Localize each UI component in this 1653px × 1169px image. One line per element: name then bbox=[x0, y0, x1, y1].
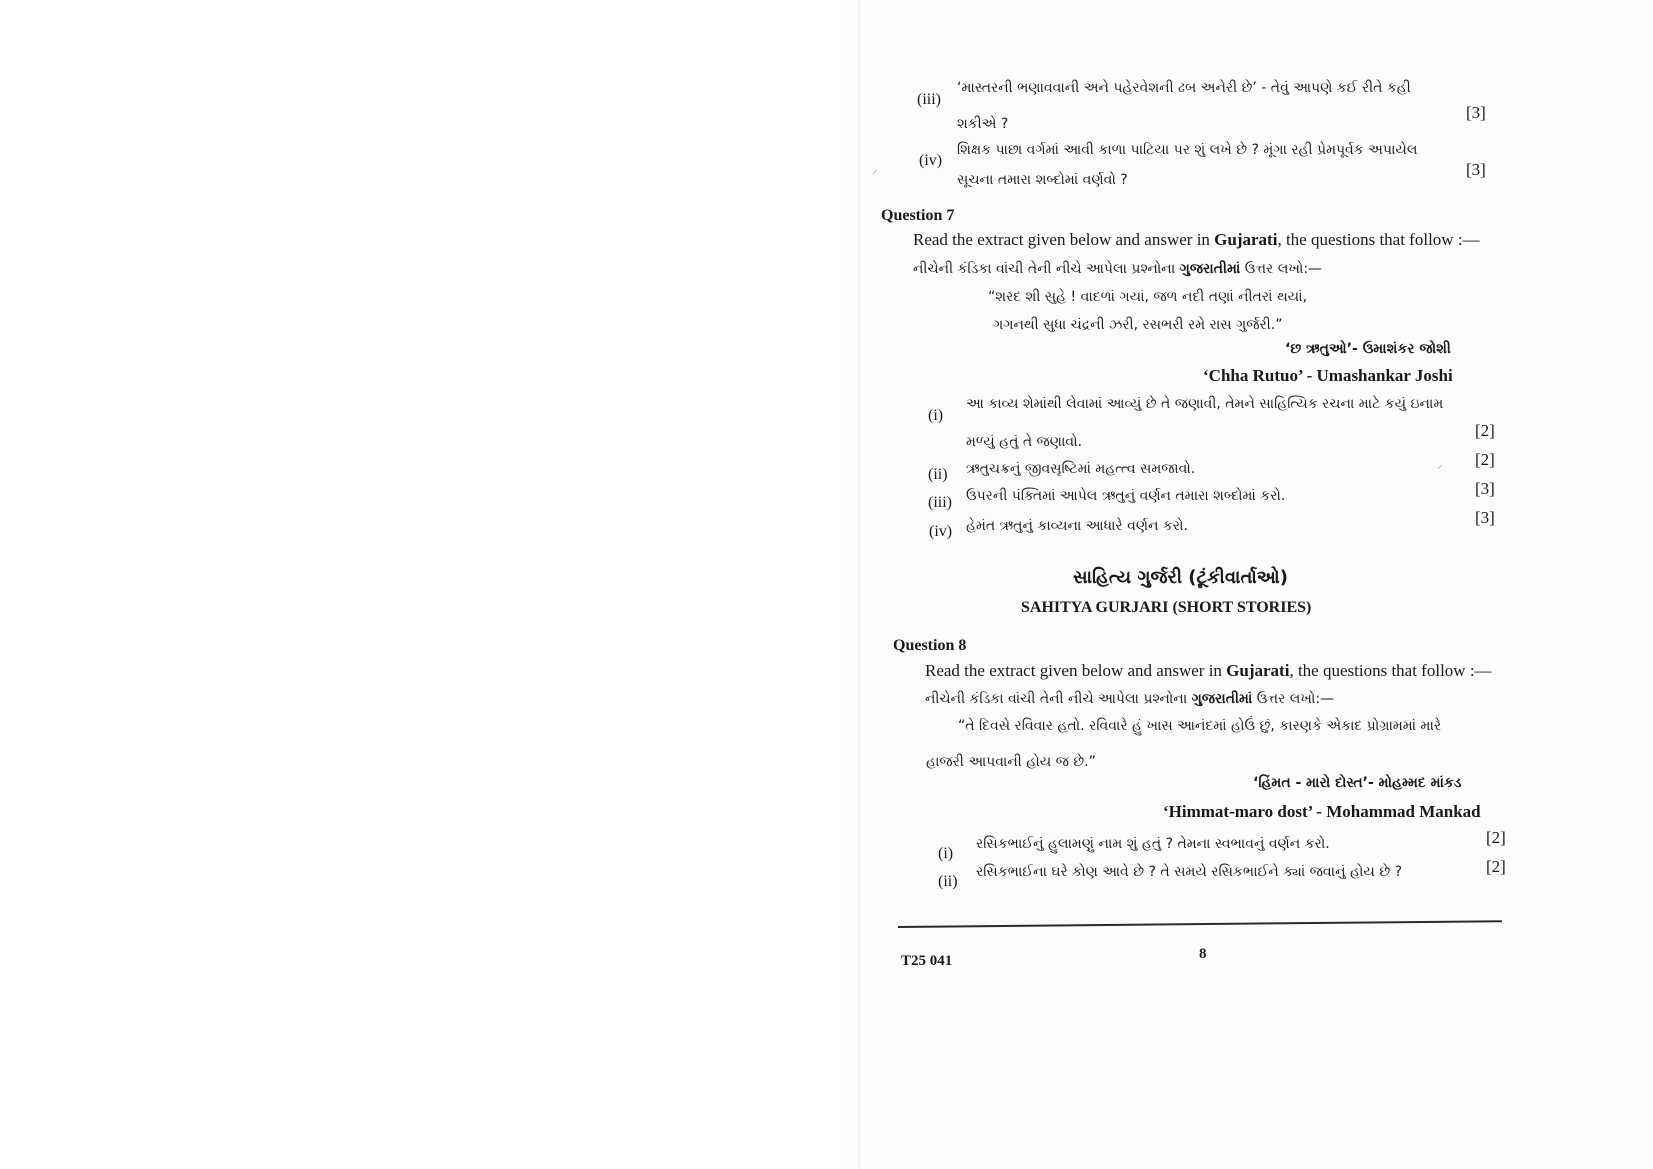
source-english: ‘Chha Rutuo’ - Umashankar Joshi bbox=[1203, 366, 1453, 385]
q6-item-text: ‘માસ્તરની ભણાવવાની અને પહેરવેશની ઢબ અનેરી છે’ - તેવું આપણે કઈ રીતે કહી bbox=[957, 80, 1411, 96]
question-heading: Question 7 bbox=[881, 207, 955, 224]
q7-item-text: આ કાવ્ય શેમાંથી લેવામાં આવ્યું છે તે જણાવી, તેમને સાહિત્યિક રચના માટે કયું ઇનામ bbox=[966, 396, 1444, 412]
section-title-english: SAHITYA GURJARI (SHORT STORIES) bbox=[1021, 599, 1312, 616]
q7-item-text: ઉપરની પંક્તિમાં આપેલ ઋતુનું વર્ણન તમારા શબ્દોમાં કરો. bbox=[966, 488, 1286, 504]
q7-item-num: (iv) bbox=[929, 523, 953, 540]
q7-item-text: ઋતુચક્રનું જીવસૃષ્ટિમાં મહત્ત્વ સમજાવો. bbox=[966, 461, 1196, 477]
story-quote-line: “તે દિવસે રવિવાર હતો. રવિવારે હું ખાસ આનંદમાં હોઉં છું, કારણકે એકાદ પ્રોગ્રામમાં મારે bbox=[958, 718, 1442, 734]
q6-item-text: સૂચના તમારા શબ્દોમાં વર્ણવો ? bbox=[957, 172, 1128, 188]
marks-label: [2] bbox=[1486, 828, 1506, 847]
footer-rule bbox=[898, 920, 1502, 928]
section-title-gujarati: સાહિત્ય ગુર્જરી (ટૂંકીવાર્તાઓ) bbox=[1073, 567, 1288, 588]
poem-quote-line: ગગનથી સુધા ચંદ્રની ઝરી, રસભરી રમે રાસ ગુર્જરી.” bbox=[993, 317, 1283, 333]
q8-item-num: (ii) bbox=[938, 873, 958, 890]
story-quote-line: હાજરી આપવાની હોય જ છે.” bbox=[926, 754, 1096, 770]
scan-mark: ⸝ bbox=[872, 162, 879, 176]
marks-label: [2] bbox=[1475, 421, 1495, 440]
q8-item-num: (i) bbox=[938, 845, 954, 862]
q8-item-text: રસિકભાઈનું હુલામણું નામ શું હતું ? તેમના સ્વભાવનું વર્ણન કરો. bbox=[976, 836, 1330, 852]
source-english: ‘Himmat-maro dost’ - Mohammad Mankad bbox=[1163, 802, 1481, 821]
q6-item-text: શિક્ષક પાછા વર્ગમાં આવી કાળા પાટિયા પર શું લખે છે ? મૂંગા રહી પ્રેમપૂર્વક અપાયેલ bbox=[957, 142, 1418, 158]
q7-item-text: હેમંત ઋતુનું કાવ્યના આધારે વર્ણન કરો. bbox=[966, 518, 1189, 534]
q6-item-num: (iii) bbox=[917, 91, 941, 108]
q6-item-num: (iv) bbox=[919, 152, 943, 169]
instruction-gujarati: નીચેની કંડિકા વાંચી તેની નીચે આપેલા પ્રશ્નોના ગુજરાતીમાં ઉત્તર લખો:— bbox=[925, 691, 1335, 707]
q7-item-num: (ii) bbox=[928, 466, 948, 483]
instruction-english: Read the extract given below and answer in Gujarati, the questions that follow :— bbox=[925, 661, 1492, 680]
scan-mark: ⸝ bbox=[1437, 457, 1444, 471]
paper-code: T25 041 bbox=[901, 953, 953, 969]
q7-item-text: મળ્યું હતું તે જણાવો. bbox=[966, 434, 1083, 450]
source-gujarati: ‘હિંમત - મારો દોસ્ત’- મોહમ્મદ માંકડ bbox=[1253, 775, 1462, 791]
marks-label: [3] bbox=[1466, 160, 1486, 179]
instruction-english: Read the extract given below and answer in Gujarati, the questions that follow :— bbox=[913, 230, 1480, 249]
marks-label: [2] bbox=[1475, 450, 1495, 469]
poem-quote-line: “શરદ શી સુહે ! વાદળાં ગયાં, જળ નદી તણાં નીતરાં થયાં, bbox=[988, 289, 1308, 305]
instruction-gujarati: નીચેની કંડિકા વાંચી તેની નીચે આપેલા પ્રશ્નોના ગુજરાતીમાં ઉત્તર લખો:— bbox=[913, 261, 1323, 277]
marks-label: [3] bbox=[1475, 508, 1495, 527]
question-heading: Question 8 bbox=[893, 637, 967, 654]
page-number: 8 bbox=[1199, 946, 1207, 962]
marks-label: [3] bbox=[1466, 103, 1486, 122]
source-gujarati: ‘છ ઋતુઓ’- ઉમાશંકર જોશી bbox=[1285, 341, 1451, 357]
q7-item-num: (iii) bbox=[928, 494, 952, 511]
q7-item-num: (i) bbox=[928, 407, 944, 424]
q6-item-text: શકીએ ? bbox=[957, 116, 1009, 132]
marks-label: [2] bbox=[1486, 857, 1506, 876]
q8-item-text: રસિકભાઈના ઘરે કોણ આવે છે ? તે સમયે રસિકભાઈને ક્યાં જવાનું હોય છે ? bbox=[976, 864, 1403, 880]
marks-label: [3] bbox=[1475, 479, 1495, 498]
